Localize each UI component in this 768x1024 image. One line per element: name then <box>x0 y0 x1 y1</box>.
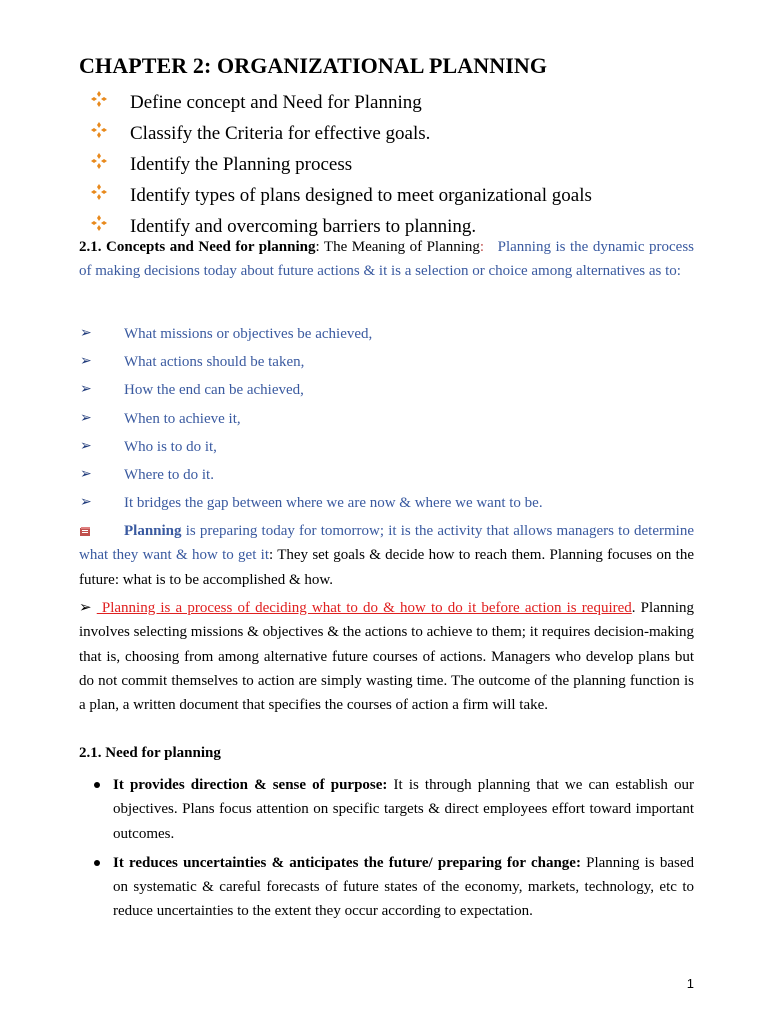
concepts-paragraph <box>79 235 694 284</box>
planning-black-text: : They set goals & decide how to reach them. Planning focuses on the future: what is to be accomplished & how. <box>79 547 695 588</box>
arrowhead-icon: ➢ <box>80 410 92 426</box>
list-item <box>79 491 694 519</box>
list-item-text: When to achieve it, <box>124 410 241 427</box>
arrowhead-icon: ➢ <box>79 600 92 616</box>
arrowhead-icon: ➢ <box>80 466 92 482</box>
planning-definition: Planning is the dynamic process of making decisions today about future actions & it is a selection or choice among alternatives as to: <box>79 239 694 280</box>
list-item-text: Where to do it. <box>124 466 214 483</box>
questions-list <box>79 322 694 519</box>
page-number: 1 <box>686 976 694 991</box>
objective-text: Identify and overcoming barriers to planning. <box>130 216 477 237</box>
list-item <box>79 407 694 435</box>
objective-text: Identify the Planning process <box>130 154 353 175</box>
objective-text: Define concept and Need for Planning <box>130 92 422 113</box>
diamond-cluster-icon <box>90 152 108 170</box>
list-item <box>79 435 694 463</box>
objectives-list <box>79 89 694 244</box>
list-item <box>79 322 694 350</box>
list-item <box>79 773 694 846</box>
objective-item <box>79 151 694 182</box>
objective-item <box>79 182 694 213</box>
item-bold: It provides direction & sense of purpose: <box>113 777 388 793</box>
arrowhead-icon: ➢ <box>80 382 92 398</box>
diamond-cluster-icon <box>90 183 108 201</box>
need-list <box>79 773 694 929</box>
list-item-text: Who is to do it, <box>124 438 217 455</box>
list-item <box>79 463 694 491</box>
list-item-text: What missions or objectives be achieved, <box>124 326 373 342</box>
need-heading: 2.1. Need for planning <box>79 745 221 761</box>
arrowhead-icon: ➢ <box>80 495 92 511</box>
objective-text: Identify types of plans designed to meet organizational goals <box>130 185 592 206</box>
arrowhead-icon: ➢ <box>80 326 92 341</box>
section-heading: 2.1. Concepts and Need for planning <box>79 239 316 255</box>
colon: : <box>479 239 485 255</box>
list-item <box>79 851 694 924</box>
item-bold: It reduces uncertainties & anticipates the future/ preparing for change: <box>113 854 581 871</box>
planning-bold: Planning <box>124 523 182 539</box>
list-item <box>79 350 694 378</box>
diamond-cluster-icon <box>90 90 108 108</box>
planning-paragraph <box>79 519 694 592</box>
list-item-text: How the end can be achieved, <box>124 382 304 399</box>
meaning-label: : The Meaning of Planning <box>315 239 480 255</box>
item-text: Planning is based on systematic & careful forecasts of future states of the economy, markets, technology, etc to reduce uncertainties to the extent they occur according to expectation. <box>113 854 694 920</box>
process-text: . Planning involves selecting missions & objectives & the actions to achieve to them; it requires decision-making that is, choosing from among alternative future courses of actions. Managers who develop plans but do not commit themselves to action are simply wasting time. The outcome of the planning function is a plan, a written document that specifies the courses of action a firm will take. <box>79 600 695 714</box>
item-text: It is through planning that we can establish our objectives. Plans focus attention on specific targets & direct employees effort toward important outcomes. <box>113 777 695 842</box>
objective-text: Classify the Criteria for effective goals. <box>130 123 431 144</box>
chapter-title: CHAPTER 2: ORGANIZATIONAL PLANNING <box>79 53 548 78</box>
process-red-text: Planning is a process of deciding what to do & how to do it before action is required <box>96 600 632 616</box>
arrowhead-icon: ➢ <box>80 438 92 454</box>
bullet-icon <box>94 860 100 866</box>
objective-item <box>79 89 694 120</box>
process-paragraph <box>79 596 694 717</box>
list-item <box>79 378 694 406</box>
bullet-icon <box>94 782 100 788</box>
diamond-cluster-icon <box>90 121 108 139</box>
diamond-cluster-icon <box>90 214 108 232</box>
objective-item <box>79 120 694 151</box>
arrowhead-icon: ➢ <box>80 354 92 370</box>
planning-blue-text: is preparing today for tomorrow; it is the activity that allows managers to determine what they want & how to get it <box>79 523 694 564</box>
list-item-text: What actions should be taken, <box>124 354 305 371</box>
book-icon <box>79 526 92 537</box>
list-item-text: It bridges the gap between where we are now & where we want to be. <box>124 495 543 512</box>
